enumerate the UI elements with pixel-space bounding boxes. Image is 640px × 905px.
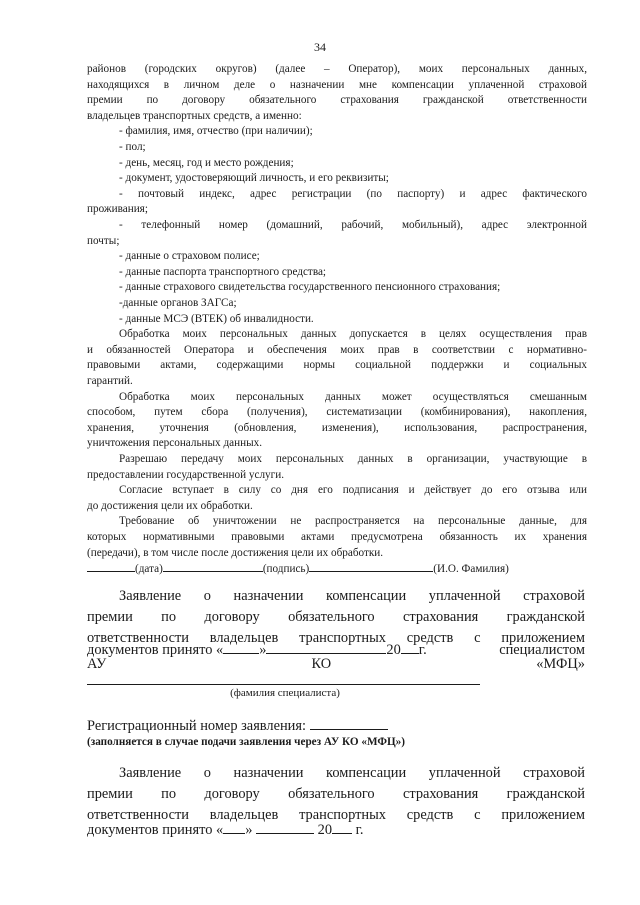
data-item: - почтовый индекс, адрес регистрации (по паспорту) и адрес фактического [119,187,587,200]
consent-intro-line: находящихся в личном деле о назначении мне компенсации уплаченной страховой [87,78,587,91]
data-item: - данные паспорта транспортного средства; [119,265,327,278]
day-blank[interactable] [223,821,245,834]
acceptance-line: Заявление о назначении компенсации уплаченной страховой [119,588,585,604]
org-au: АУ [87,656,107,672]
data-item: - день, месяц, год и место рождения; [119,156,294,169]
signature-label: (подпись) [262,563,310,575]
data-item: - телефонный номер (домашний, рабочий, мобильный), адрес электронной [119,219,587,231]
transfer-permission-line: Разрешаю передачу моих персональных данных в организации, участвующие в [119,453,587,465]
quote-close: » [245,822,253,838]
day-blank[interactable] [223,641,259,654]
data-item: - документ, удостоверяющий личность, и его реквизиты; [119,172,389,185]
processing-purpose-line: Обработка моих персональных данных допускается в целях осуществления прав [119,328,587,341]
specialist-word: специалистом [499,642,585,658]
year-prefix: 20 [317,822,333,838]
data-item: - данные страхового свидетельства государственного пенсионного страхования; [119,281,501,294]
name-blank[interactable] [309,559,433,572]
acceptance-line: Заявление о назначении компенсации уплаченной страховой [119,765,585,781]
processing-purpose-line: правовыми актами, содержащими нормы социальной поддержки и социальных [87,359,587,372]
specialist-blank[interactable] [87,684,480,685]
data-item: - данные о страховом полисе; [119,250,260,263]
data-item: - пол; [119,141,146,153]
data-item: -данные органов ЗАГСа; [119,297,237,309]
transfer-permission-line: предоставлении государственной услуги. [87,468,284,481]
data-item: - фамилия, имя, отчество (при наличии); [119,125,313,138]
destruction-exception-line: Требование об уничтожении не распространяется на персональные данные, для [119,515,587,528]
year-suffix: г. [418,642,427,658]
month-blank[interactable] [266,641,386,654]
processing-purpose-line: гарантий. [87,375,133,387]
processing-method-line: способом, путем сбора (получения), систематизации (комбинирования), накопления, [87,406,587,419]
page-number: 34 [314,40,326,54]
processing-method-line: хранения, уточнения (обновления, изменения), использования, распространения, [87,421,587,434]
quote-close: » [259,642,267,658]
processing-purpose-line: и обязанностей Оператора и обеспечения моих прав в соответствии с нормативно- [87,343,587,356]
year-suffix: г. [355,822,364,838]
validity-line: Согласие вступает в силу со дня его подписания и действует до его отзыва или [119,484,587,497]
org-mfc: «МФЦ» [536,656,585,672]
consent-intro-line: владельцев транспортных средств, а именно: [87,109,302,122]
registration-number [87,716,388,735]
registration-note: (заполняется в случае подачи заявления через АУ КО «МФЦ») [87,736,406,748]
signature-line [87,559,585,575]
consent-intro-line: премии по договору обязательного страхования гражданской ответственности [87,94,587,107]
data-item-continuation: проживания; [87,203,148,216]
name-label: (И.О. Фамилия) [433,563,509,575]
date-label: (дата) [135,563,163,575]
acceptance-line: премии по договору обязательного страхования гражданской [87,786,585,802]
accepted-text: документов принято « [87,642,224,658]
specialist-caption: (фамилия специалиста) [230,687,340,699]
acceptance-line: ответственности владельцев транспортных средств с приложением [87,630,585,646]
acceptance-line: премии по договору обязательного страхования гражданской [87,609,585,625]
year-blank[interactable] [332,821,352,834]
destruction-exception-line: (передачи), в том числе после достижения цели их обработки. [87,546,384,559]
month-blank[interactable] [256,821,314,834]
validity-line: до достижения цели их обработки. [87,499,253,512]
org-ko: КО [311,656,332,672]
registration-number-blank[interactable] [310,716,388,730]
destruction-exception-line: которых нормативными правовыми актами предусмотрена обязанность их хранения [87,531,587,543]
accepted-text: документов принято « [87,822,224,838]
data-item-continuation: почты; [87,234,120,247]
data-item: - данные МСЭ (ВТЕК) об инвалидности. [119,312,314,325]
organization-line [87,654,585,675]
registration-label: Регистрационный номер заявления: [87,718,307,734]
acceptance-line: ответственности владельцев транспортных средств с приложением [87,807,585,823]
year-prefix: 20 [386,642,401,658]
consent-intro-line: районов (городских округов) (далее – Оператор), моих персональных данных, [87,63,587,75]
year-blank[interactable] [401,641,419,654]
processing-method-line: Обработка моих персональных данных может осуществляться смешанным [119,390,587,403]
date-blank[interactable] [87,559,135,572]
acceptance-date-line [87,820,585,841]
signature-blank[interactable] [163,559,263,572]
processing-method-line: уничтожения персональных данных. [87,437,262,450]
